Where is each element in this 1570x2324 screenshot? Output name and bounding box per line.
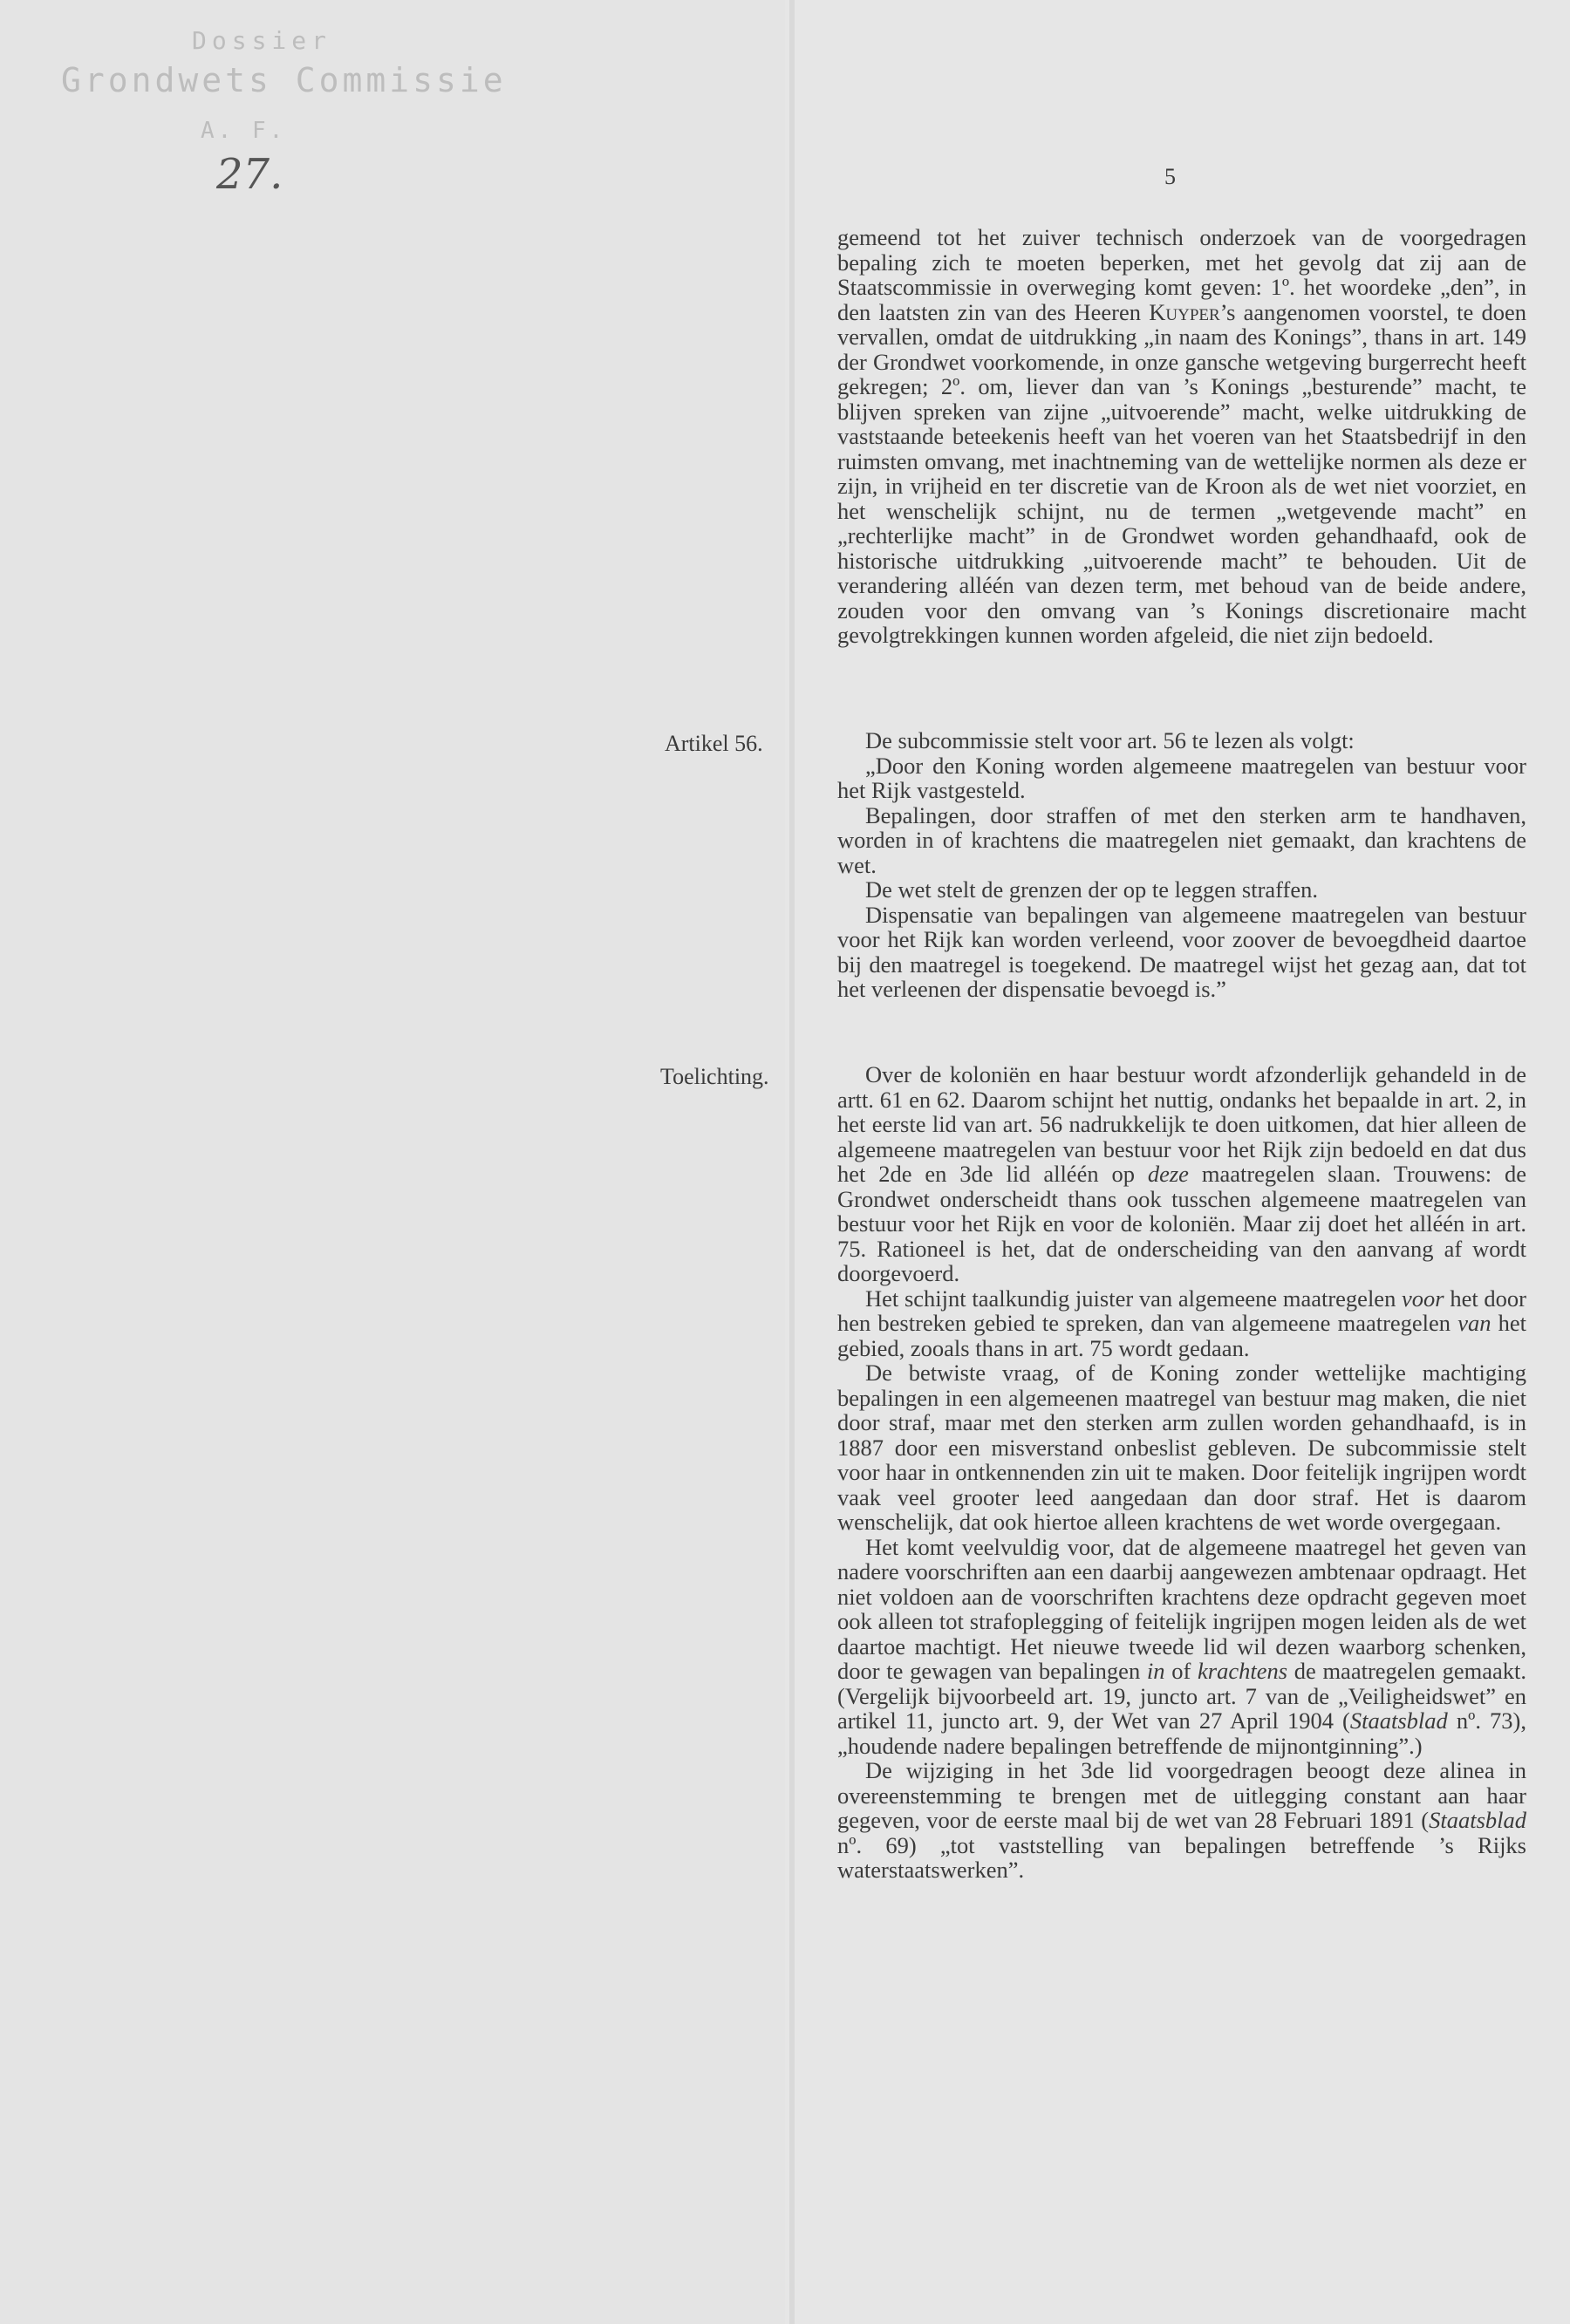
artikel-para-3: De wet stelt de grenzen der op te leggen straffen. [865, 876, 1318, 903]
emphasis: in [1146, 1658, 1165, 1684]
text-run: nº. 73), „houdende nadere bepalingen betreffende de mijnontginning”.) [837, 1707, 1526, 1759]
emphasis: Staatsblad [1429, 1807, 1526, 1833]
text-run: nº. 69) „tot vaststelling van bepalingen betreffende ’s Rijks waterstaatswerken”. [837, 1831, 1526, 1883]
emphasis: van [1457, 1310, 1492, 1336]
stamp-line-1: Dossier [192, 26, 332, 55]
text-run: Over de koloniën en haar bestuur wordt afzonderlijk gehandeld in de artt. 61 en 62. Daarom schijnt het nuttig, ondanks het bepaalde in art. 2, in het eerste lid van art. 56 nadrukkelijk te doen uitkomen, dat hier alleen de algemeene maatregelen van bestuur voor het Rijk zijn bedoeld en dat dus het 2de en 3de lid alléén op [837, 1061, 1526, 1187]
text-run: de maatregelen gemaakt. (Vergelijk bijvoorbeeld art. 19, juncto art. 7 van de „Veiligheidswet” en artikel 11, juncto art. 9, der Wet van 27 April 1904 ( [837, 1658, 1526, 1734]
stamp-line-2: Grondwets Commissie [61, 61, 507, 99]
text-run: het door hen bestreken gebied te spreken, dan van algemeene maatregelen [837, 1285, 1527, 1336]
text-run: het gebied, zooals thans in art. 75 wordt gedaan. [837, 1310, 1526, 1361]
artikel-para-4: Dispensatie van bepalingen van algemeene maatregelen van bestuur voor het Rijk kan worden verleend, voor zoover de bevoegdheid daartoe bij den maatregel is toegekend. De maatregel wijst het gezag aan, dat tot het verleenen der dispensatie bevoegd is.” [837, 901, 1526, 1002]
page-fold [789, 0, 795, 2324]
emphasis: Staatsblad [1349, 1707, 1448, 1734]
toelichting-para-4 [837, 1535, 1526, 1759]
intro-name: Kuyper [1149, 298, 1220, 325]
emphasis: krachtens [1198, 1658, 1288, 1684]
page-number: 5 [1164, 164, 1176, 189]
toelichting-para-2 [837, 1286, 1526, 1361]
text-run: De wijziging in het 3de lid voorgedragen beoogt deze alinea in overeenstemming te brengen met de uitlegging constant aan haar gegeven, voor de eerste maal bij de wet van 28 Februari 1891 ( [837, 1757, 1526, 1833]
text-run: Het komt veelvuldig voor, dat de algemeene maatregel het geven van nadere voorschriften aan een daarbij aangewezen ambtenaar opdraagt. Het niet voldoen aan de voorschriften krachtens deze opdracht gegeven moet ook alleen tot strafoplegging of feitelijk ingrijpen mogen leiden als de wet daartoe machtigt. Het nieuwe tweede lid wil dezen waarborg schenken, door te gewagen van bepalingen [837, 1533, 1526, 1684]
intro-text-1: gemeend tot het zuiver technisch onderzoek van de voorgedragen bepaling zich te moeten beperken, met het gevolg dat zij aan de Staatscommissie in overweging komt geven: 1º. het woordeke „den”, in den laatsten zin van des Heeren [837, 224, 1526, 325]
margin-label-artikel: Artikel 56. [665, 731, 763, 756]
text-run: Het schijnt taalkundig juister van algemeene maatregelen [865, 1285, 1403, 1312]
toelichting-section [837, 1062, 1526, 1883]
text-run: of [1164, 1658, 1198, 1684]
emphasis: deze [1147, 1161, 1189, 1187]
artikel-intro: De subcommissie stelt voor art. 56 te lezen als volgt: [865, 727, 1355, 753]
artikel-para-2: Bepalingen, door straffen of met den sterken arm te handhaven, worden in of krachtens die maatregelen niet gemaakt, dan krachtens de wet. [837, 801, 1526, 878]
toelichting-para-5 [837, 1758, 1526, 1883]
artikel-section [837, 728, 1526, 1002]
handwritten-number: 27. [216, 150, 283, 199]
artikel-para-1: „Door den Koning worden algemeene maatregelen van bestuur voor het Rijk vastgesteld. [837, 752, 1526, 803]
text-run: maatregelen slaan. Trouwens: de Grondwet onderscheidt thans ook tusschen algemeene maatregelen van bestuur voor het Rijk en voor de koloniën. Maar zij doet het alléén in art. 75. Rationeel is het, dat de onderscheiding van den aanvang af wordt doorgevoerd. [837, 1161, 1526, 1286]
margin-label-toelichting: Toelichting. [660, 1064, 769, 1089]
toelichting-para-3: De betwiste vraag, of de Koning zonder wettelijke machtiging bepalingen in een algemeenen maatregel van bestuur mag maken, die niet door straf, maar met den sterken arm zullen worden gehandhaafd, is in 1887 door een misverstand onbeslist gebleven. De subcommissie stelt voor haar in ontkennenden zin uit te maken. Door feitelijk ingrijpen wordt vaak veel grooter leed aangedaan dan door straf. Het is daarom wenschelijk, dat ook hiertoe alleen krachtens de wet worde overgegaan. [837, 1360, 1526, 1535]
intro-paragraph [837, 225, 1526, 648]
toelichting-para-1 [837, 1062, 1526, 1286]
stamp-line-3: A. F. [201, 118, 287, 144]
intro-text-2: ’s aangenomen voorstel, te doen vervallen, omdat de uitdrukking „in naam des Konings”, thans in art. 149 der Grondwet voorkomende, in onze gansche wetgeving burgerrecht heeft gekregen; 2º. om, liever dan van ’s Konings „besturende” macht, te blijven spreken van zijne „uitvoerende” macht, welke uitdrukking de vaststaande beteekenis heeft van het voeren van het Staatsbedrijf in den ruimsten omvang, met inachtneming van de wettelijke normen als deze er zijn, in vrijheid en ter discretie van de Kroon als de wet niet voorziet, en het wenschelijk schijnt, nu de termen „wetgevende macht” en „rechterlijke macht” in de Grondwet worden gehandhaafd, ook de historische uitdrukking „uitvoerende macht” te behouden. Uit de verandering alléén van dezen term, met behoud van de beide andere, zouden voor den omvang van ’s Konings discretionaire macht gevolgtrekkingen kunnen worden afgeleid, die niet zijn bedoeld. [837, 298, 1526, 648]
emphasis: voor [1402, 1285, 1444, 1312]
